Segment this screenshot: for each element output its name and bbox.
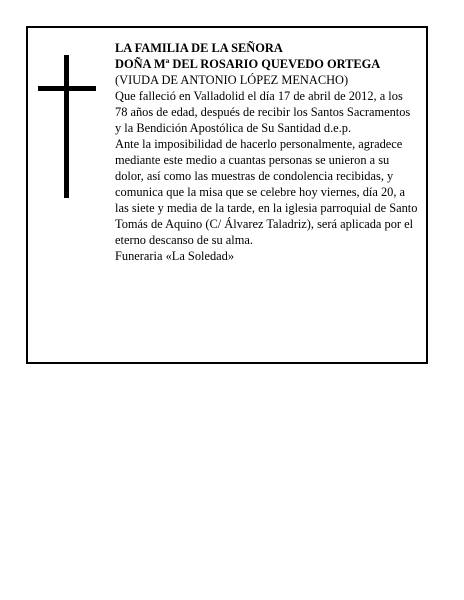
cross-vertical-bar <box>64 55 69 198</box>
heading-family: LA FAMILIA DE LA SEÑORA <box>115 41 283 55</box>
thanks-paragraph: Ante la imposibilidad de hacerlo personalmente, agradece mediante este medio a cuantas personas se unieron a su dolor, así como las muestras de condolencia recibidas, y comunica que la misa que se celebre hoy viernes, día 20, a las siete y media de la tarde, en la iglesia parroquial de Santo Tomás de Aquino (C/ Álvarez Taladriz), será aplicada por el eterno descanso de su alma. <box>115 137 418 247</box>
notice-text <box>115 40 418 264</box>
heading-deceased-name: DOÑA Mª DEL ROSARIO QUEVEDO ORTEGA <box>115 57 381 71</box>
obituary-notice <box>26 26 428 364</box>
funeral-home: Funeraria «La Soledad» <box>115 249 235 263</box>
cross-icon <box>38 55 96 198</box>
cross-horizontal-bar <box>38 86 96 91</box>
widow-of-line: (VIUDA DE ANTONIO LÓPEZ MENACHO) <box>115 73 349 87</box>
death-paragraph: Que falleció en Valladolid el día 17 de abril de 2012, a los 78 años de edad, después de recibir los Santos Sacramentos y la Bendición Apostólica de Su Santidad d.e.p. <box>115 89 411 135</box>
